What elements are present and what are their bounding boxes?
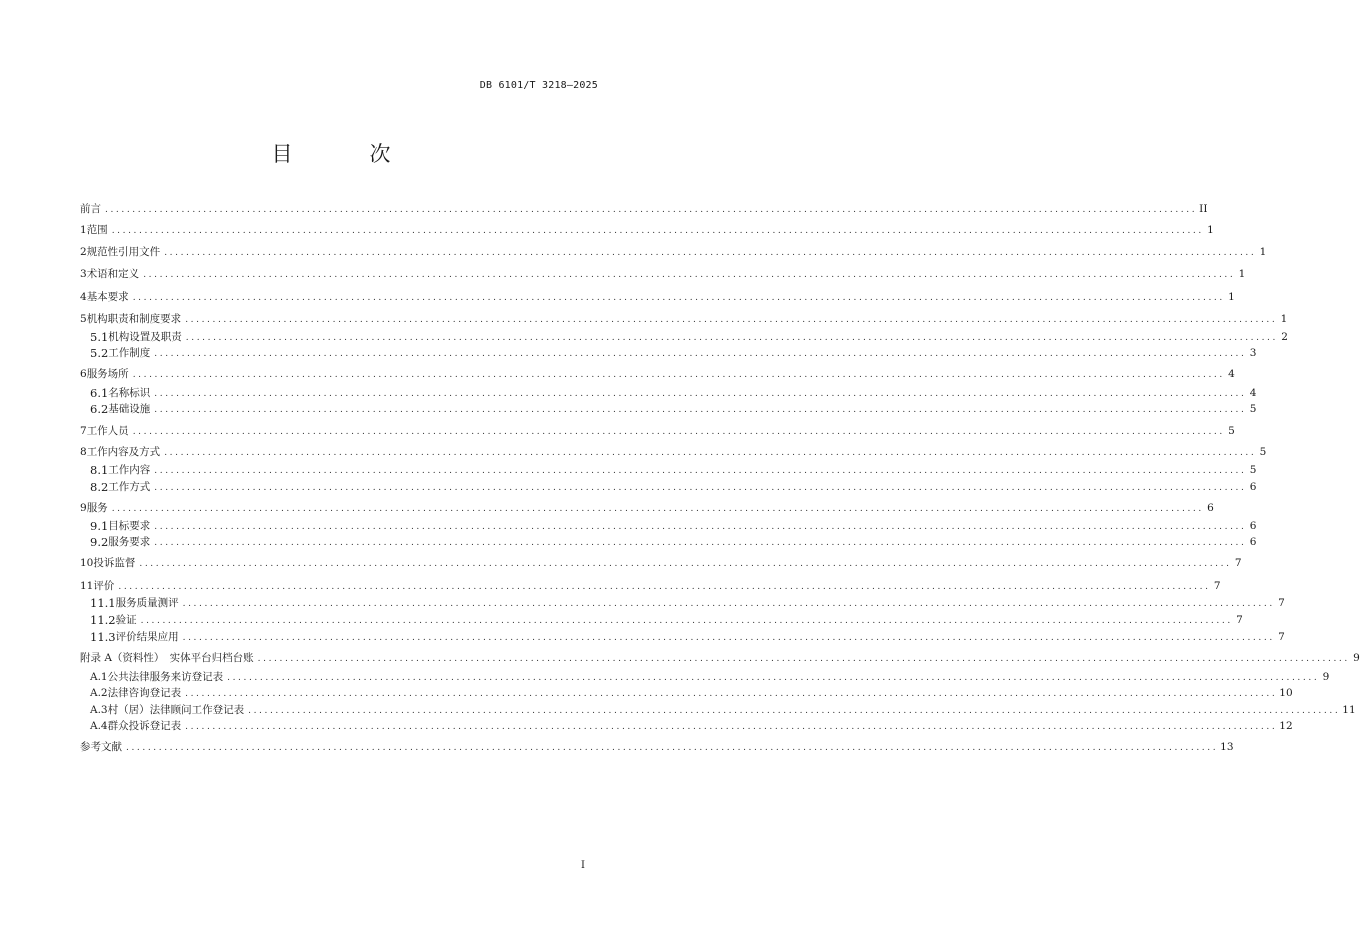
toc-entry-label: 服务	[86, 502, 108, 514]
toc-title: 目 次	[271, 142, 419, 166]
toc-entry-number: 11.2	[90, 613, 116, 627]
toc-entry-page: 9	[1322, 671, 1330, 683]
toc-entry-label: 术语和定义	[86, 268, 140, 280]
toc-leader-dots: ........................................................................................................................................................................................................	[132, 293, 1225, 303]
toc-leader-dots: ........................................................................................................................................................................................................	[257, 654, 1350, 664]
toc-entry-number: 7	[80, 425, 87, 437]
toc-entry-label: 目标要求	[108, 520, 151, 532]
toc-entry-page: 1	[1259, 246, 1267, 258]
toc-leader-dots: ........................................................................................................................................................................................................	[164, 448, 1257, 458]
toc-entry-label: 工作人员	[86, 425, 129, 437]
toc-entry[interactable]	[90, 612, 1243, 628]
toc-entry-label: 工作方式	[108, 481, 151, 493]
toc-entry-number: 11	[80, 580, 94, 592]
toc-entry[interactable]	[90, 518, 1257, 534]
toc-entry[interactable]	[80, 244, 1267, 260]
toc-entry[interactable]	[90, 385, 1257, 401]
toc-entry-page: 2	[1281, 331, 1288, 343]
toc-entry-number: A.1	[90, 671, 108, 683]
toc-entry[interactable]	[80, 500, 1214, 516]
toc-entry-page: 5	[1249, 464, 1257, 476]
toc-entry-number: 10	[80, 557, 94, 569]
toc-leader-dots: ........................................................................................................................................................................................................	[111, 226, 1204, 236]
toc-entry-page: 6	[1249, 536, 1257, 548]
toc-entry-label: 服务场所	[86, 368, 129, 380]
toc-leader-dots: ........................................................................................................................................................................................................	[154, 522, 1247, 532]
toc-leader-dots: ........................................................................................................................................................................................................	[105, 205, 1198, 215]
toc-leader-dots: ........................................................................................................................................................................................................	[154, 405, 1247, 415]
toc-entry[interactable]	[90, 629, 1285, 645]
toc-entry-number: 5	[80, 313, 87, 325]
toc-leader-dots: ........................................................................................................................................................................................................	[182, 599, 1275, 609]
toc-entry[interactable]	[90, 669, 1330, 685]
toc-entry-page: 6	[1207, 502, 1214, 514]
toc-leader-dots: ........................................................................................................................................................................................................	[185, 333, 1278, 343]
toc-entry-page: 5	[1259, 446, 1267, 458]
toc-entry-page: 11	[1342, 704, 1356, 716]
toc-entry[interactable]	[80, 423, 1235, 439]
toc-leader-dots: ........................................................................................................................................................................................................	[227, 673, 1320, 683]
toc-entry[interactable]	[90, 345, 1257, 361]
toc-entry-number: 3	[80, 268, 87, 280]
toc-entry-page: 1	[1207, 224, 1214, 236]
toc-entry-label: 服务要求	[108, 536, 151, 548]
toc-entry-page: 1	[1238, 268, 1246, 280]
toc-entry-number: 8.2	[90, 480, 109, 494]
toc-entry-number: 2	[80, 246, 87, 258]
toc-leader-dots: ........................................................................................................................................................................................................	[111, 504, 1204, 514]
toc-entry-page: 5	[1228, 425, 1235, 437]
toc-entry[interactable]	[90, 595, 1285, 611]
toc-entry-page: 10	[1279, 687, 1293, 699]
toc-entry-page: 7	[1278, 597, 1285, 609]
toc-entry-label: 评价结果应用	[115, 631, 179, 643]
toc-entry[interactable]	[80, 578, 1221, 594]
toc-leader-dots: ........................................................................................................................................................................................................	[154, 483, 1247, 493]
toc-entry-label: 机构设置及职责	[108, 331, 182, 343]
toc-leader-dots: ........................................................................................................................................................................................................	[132, 427, 1225, 437]
toc-leader-dots: ........................................................................................................................................................................................................	[140, 616, 1233, 626]
toc-leader-dots: ........................................................................................................................................................................................................	[154, 389, 1247, 399]
toc-leader-dots: ........................................................................................................................................................................................................	[185, 315, 1278, 325]
toc-entry-label: 范围	[86, 224, 108, 236]
toc-entry-label: 规范性引用文件	[86, 246, 161, 258]
toc-leader-dots: ........................................................................................................................................................................................................	[154, 466, 1247, 476]
toc-entry-number: 8	[80, 446, 87, 458]
toc-entry-number: 8.1	[90, 463, 109, 477]
toc-entry-label: 基本要求	[86, 291, 129, 303]
toc-entry-label: 基础设施	[108, 403, 151, 415]
toc-entry-page: 13	[1220, 741, 1234, 753]
toc-entry-appendix[interactable]	[80, 650, 1360, 666]
toc-entry[interactable]	[80, 201, 1208, 217]
toc-entry-number: 11.1	[90, 596, 116, 610]
toc-entry-label: 投诉监督	[93, 557, 136, 569]
toc-entry-page: 12	[1279, 720, 1293, 732]
toc-entry-number: 9	[80, 502, 87, 514]
toc-entry[interactable]	[80, 266, 1246, 282]
toc-entry-page: 3	[1249, 347, 1257, 359]
toc-entry-number: 6.2	[90, 402, 109, 416]
toc-entry-number: A.4	[90, 720, 108, 732]
toc-entry-number: A.3	[90, 704, 108, 716]
toc-entry-label: 法律咨询登记表	[107, 687, 182, 699]
toc-entry-page: 5	[1249, 403, 1257, 415]
toc-leader-dots: ........................................................................................................................................................................................................	[132, 370, 1225, 380]
toc-entry-page: 7	[1234, 557, 1242, 569]
toc-leader-dots: ........................................................................................................................................................................................................	[143, 270, 1236, 280]
toc-entry-label: 村（居）法律顾问工作登记表	[107, 704, 245, 716]
toc-leader-dots: ........................................................................................................................................................................................................	[154, 349, 1247, 359]
toc-entry-page: 6	[1249, 520, 1257, 532]
toc-entry-page: 1	[1228, 291, 1235, 303]
toc-entry-page: 9	[1353, 652, 1360, 664]
toc-entry-page: 4	[1228, 368, 1235, 380]
toc-entry-label: 机构职责和制度要求	[86, 313, 182, 325]
toc-entry[interactable]	[90, 718, 1293, 734]
toc-entry[interactable]	[80, 555, 1242, 571]
toc-entry-number: A.2	[90, 687, 108, 699]
toc-leader-dots: ........................................................................................................................................................................................................	[248, 706, 1341, 716]
toc-entry[interactable]	[80, 222, 1214, 238]
toc-entry-page: 7	[1278, 631, 1285, 643]
toc-entry-number: 6.1	[90, 386, 109, 400]
toc-leader-dots: ........................................................................................................................................................................................................	[182, 633, 1275, 643]
toc-entry-number: 9.1	[90, 519, 109, 533]
toc-entry-number: 5.2	[90, 346, 109, 360]
toc-entry[interactable]	[80, 289, 1235, 305]
toc-entry-page: 4	[1249, 387, 1257, 399]
toc-entry-page: II	[1199, 203, 1208, 215]
toc-entry-label: 服务质量测评	[115, 597, 179, 609]
toc-leader-dots: ........................................................................................................................................................................................................	[139, 559, 1232, 569]
toc-leader-dots: ........................................................................................................................................................................................................	[185, 722, 1278, 732]
toc-entry[interactable]	[90, 329, 1288, 345]
toc-entry-page: 1	[1280, 313, 1288, 325]
toc-entry[interactable]	[80, 366, 1235, 382]
toc-entry[interactable]	[90, 685, 1293, 701]
toc-leader-dots: ........................................................................................................................................................................................................	[118, 582, 1211, 592]
toc-entry[interactable]	[90, 534, 1257, 550]
toc-entry[interactable]	[90, 462, 1257, 478]
toc-entry-label: 名称标识	[108, 387, 151, 399]
toc-leader-dots: ........................................................................................................................................................................................................	[164, 248, 1257, 258]
toc-entry-number: 11.3	[90, 630, 116, 644]
toc-entry-label: 工作内容及方式	[86, 446, 161, 458]
toc-entry[interactable]	[90, 479, 1257, 495]
toc-entry[interactable]	[80, 311, 1288, 327]
toc-entry-label: 附录 A（资料性） 实体平台归档台账	[80, 652, 254, 664]
toc-leader-dots: ........................................................................................................................................................................................................	[185, 689, 1278, 699]
toc-entry-page: 7	[1213, 580, 1221, 592]
toc-entry-page: 7	[1236, 614, 1243, 626]
toc-entry-label: 参考文献	[80, 741, 122, 753]
toc-entry-number: 6	[80, 368, 87, 380]
toc-entry-label: 工作制度	[108, 347, 151, 359]
document-code: DB 6101/T 3218—2025	[479, 80, 598, 91]
toc-entry[interactable]	[90, 702, 1356, 718]
toc-entry[interactable]	[80, 739, 1234, 755]
toc-entry-number: 5.1	[90, 330, 109, 344]
toc-leader-dots: ........................................................................................................................................................................................................	[126, 743, 1219, 753]
toc-entry-label: 前言	[80, 203, 101, 215]
toc-entry-label: 工作内容	[108, 464, 151, 476]
toc-entry-number: 9.2	[90, 535, 109, 549]
toc-entry[interactable]	[90, 401, 1257, 417]
toc-entry-number: 1	[80, 224, 87, 236]
toc-entry[interactable]	[80, 444, 1267, 460]
toc-entry-label: 公共法律服务来访登记表	[107, 671, 224, 683]
toc-entry-label: 群众投诉登记表	[107, 720, 182, 732]
toc-leader-dots: ........................................................................................................................................................................................................	[154, 538, 1247, 548]
toc-entry-label: 验证	[115, 614, 137, 626]
toc-entry-page: 6	[1249, 481, 1257, 493]
page-number: I	[581, 860, 585, 871]
toc-entry-number: 4	[80, 291, 87, 303]
toc-entry-label: 评价	[93, 580, 115, 592]
